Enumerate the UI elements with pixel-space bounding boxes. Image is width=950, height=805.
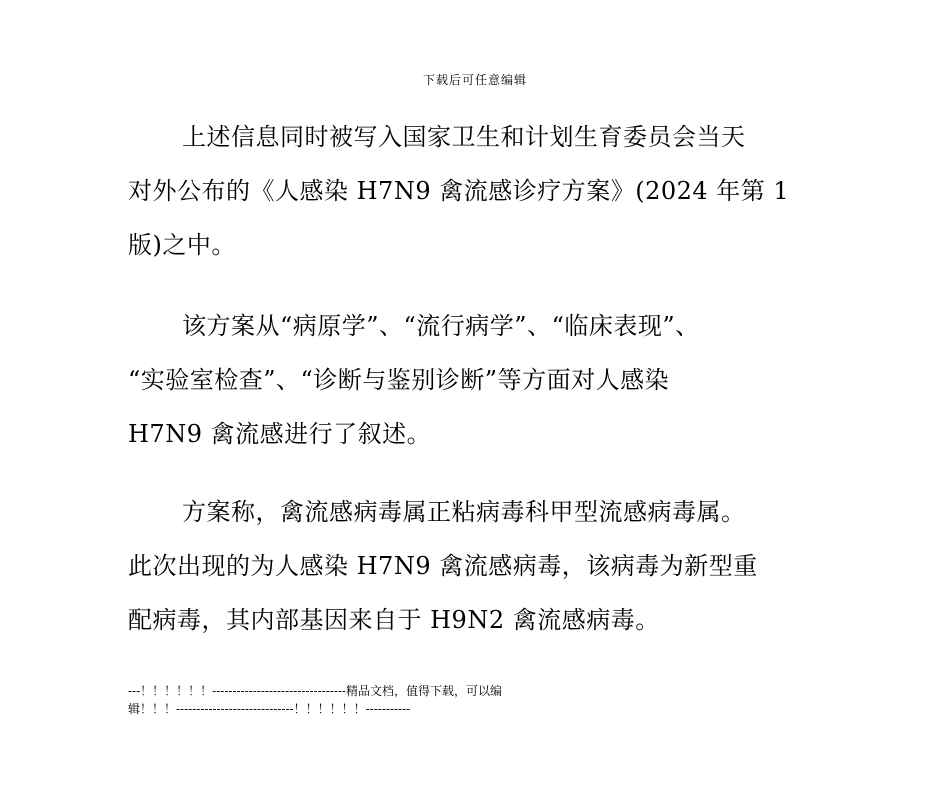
paragraph-line: “实验室检查”、“诊断与鉴别诊断”等方面对人感染 <box>128 366 670 394</box>
paragraph-line: 方案称，禽流感病毒属正粘病毒科甲型流感病毒属。 <box>182 498 746 526</box>
paragraph-3 <box>128 485 828 647</box>
paragraph-line: 上述信息同时被写入国家卫生和计划生育委员会当天 <box>182 123 746 151</box>
paragraph-line: 该方案从“病原学”、“流行病学”、“临床表现”、 <box>182 312 700 340</box>
paragraph-line: 此次出现的为人感染 H7N9 禽流感病毒，该病毒为新型重 <box>128 552 758 580</box>
page-header: 下载后可任意编辑 <box>422 73 527 87</box>
paragraph-line: H7N9 禽流感进行了叙述。 <box>128 420 432 448</box>
paragraph-line: 版)之中。 <box>128 231 236 259</box>
paragraph-line: 对外公布的《人感染 H7N9 禽流感诊疗方案》(2024 年第 1 <box>128 177 790 205</box>
page-footer <box>128 682 728 718</box>
footer-line-1: ---！！！！！！---------------------------------精品文档，值得下载，可以编 <box>128 684 502 698</box>
footer-line-2: 辑！！！-----------------------------！！！！！！----------- <box>128 702 411 716</box>
paragraph-2 <box>128 299 828 461</box>
paragraph-line: 配病毒，其内部基因来自于 H9N2 禽流感病毒。 <box>128 606 660 634</box>
paragraph-1 <box>128 110 828 272</box>
